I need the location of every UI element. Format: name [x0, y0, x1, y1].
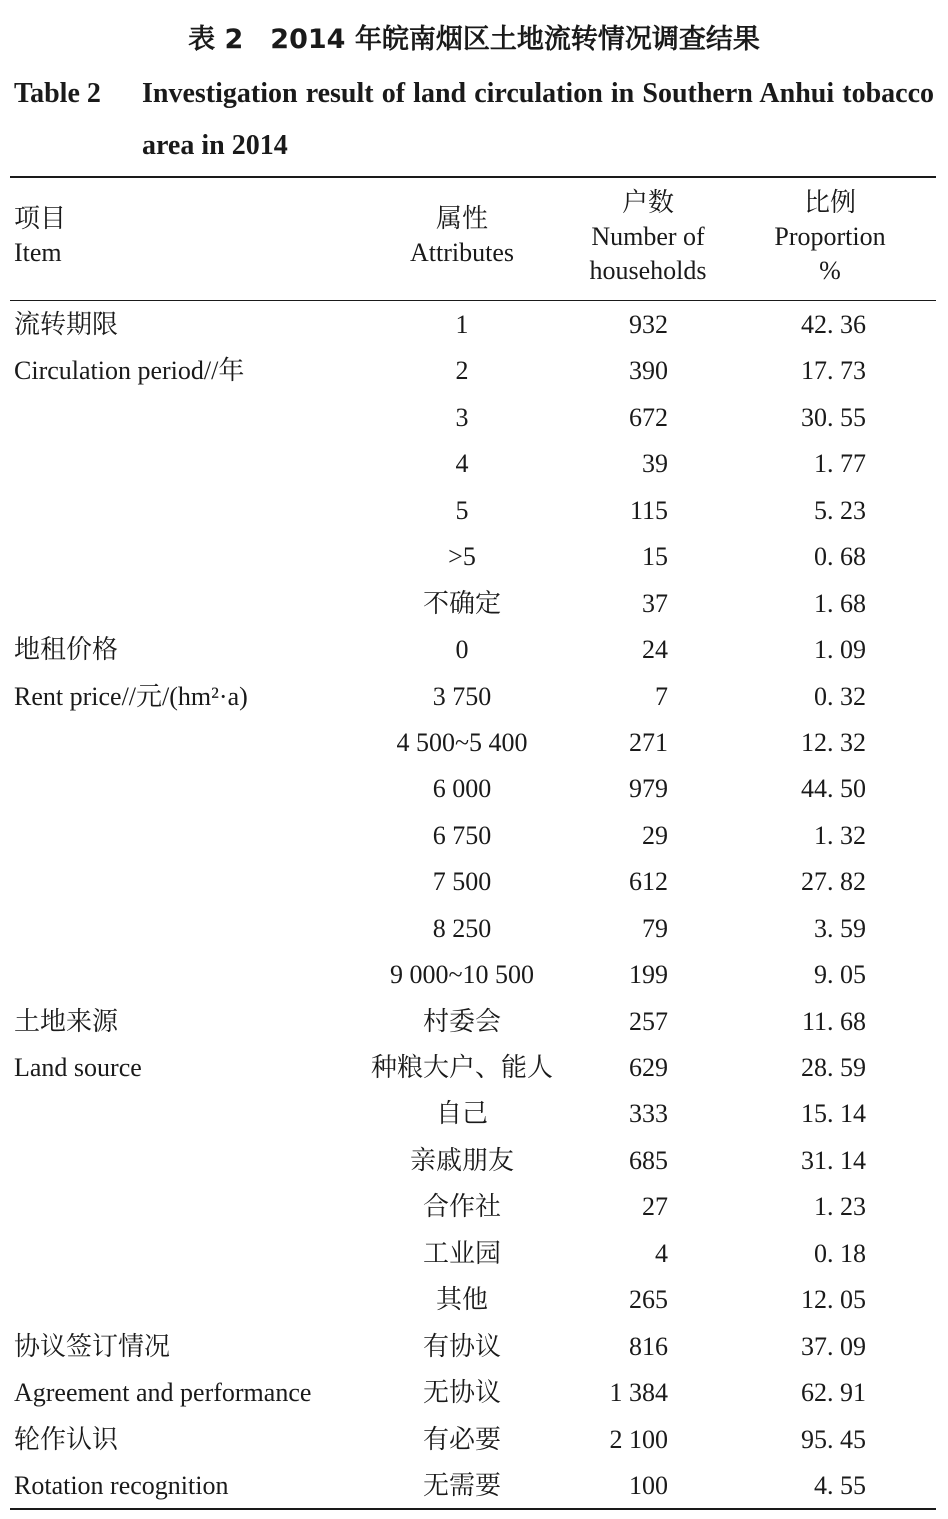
table-row	[10, 766, 936, 812]
table-row	[10, 999, 936, 1045]
cell-households: 39	[642, 449, 668, 479]
cell-proportion: 9. 05	[814, 960, 866, 990]
table-row	[10, 906, 936, 952]
cell-proportion: 28. 59	[801, 1053, 866, 1082]
header-proportion: 比例 Proportion %	[774, 188, 886, 285]
cell-proportion: 44. 50	[801, 774, 866, 804]
table-row	[10, 441, 936, 487]
cell-households: 37	[642, 588, 668, 618]
cell-attribute: 1	[455, 310, 469, 339]
cell-proportion: 62. 91	[801, 1378, 866, 1408]
table-header	[10, 186, 936, 294]
cell-households: 390	[629, 356, 668, 386]
cell-proportion: 1. 09	[814, 635, 866, 665]
cell-attribute: 不确定	[422, 588, 501, 618]
cell-proportion: 17. 73	[801, 356, 866, 386]
cell-item: Rotation recognition	[14, 1470, 229, 1500]
cell-attribute: 无需要	[422, 1470, 501, 1500]
cell-proportion: 12. 32	[801, 727, 866, 757]
cell-households: 333	[629, 1099, 668, 1129]
table-row	[10, 1277, 936, 1323]
cell-item: Land source	[14, 1053, 142, 1082]
cell-attribute: 种粮大户、能人	[370, 1053, 553, 1082]
table-row	[10, 1138, 936, 1184]
table-row	[10, 627, 936, 673]
cell-households: 1 384	[609, 1378, 668, 1408]
cell-households: 115	[629, 495, 668, 525]
header-rule	[10, 300, 936, 301]
cell-attribute: 3 750	[432, 681, 492, 711]
table-row	[10, 488, 936, 534]
cell-proportion: 1. 32	[814, 820, 866, 850]
table-row	[10, 1045, 936, 1091]
cell-proportion: 11. 68	[801, 1006, 866, 1036]
cell-proportion: 4. 55	[814, 1470, 866, 1500]
table-row	[10, 302, 936, 348]
cell-households: 27	[642, 1192, 668, 1222]
table-row	[10, 1184, 936, 1230]
cell-proportion: 95. 45	[801, 1424, 866, 1454]
cell-households: 629	[629, 1053, 668, 1082]
cell-households: 4	[655, 1238, 668, 1268]
cell-proportion: 30. 55	[801, 402, 866, 432]
table-caption: Investigation result of land circulation in Southern Anhui tobacco area in 2014	[142, 78, 934, 161]
cell-attribute: 工业园	[422, 1238, 501, 1268]
table-row	[10, 395, 936, 441]
cell-proportion: 37. 09	[801, 1331, 866, 1361]
header-households: 户数 Number of households	[589, 188, 707, 285]
cell-attribute: 4 500~5 400	[396, 727, 528, 757]
cell-attribute: 2	[455, 356, 469, 386]
cell-households: 79	[642, 913, 668, 943]
cell-households: 24	[642, 635, 668, 665]
cell-attribute: 6 750	[432, 820, 492, 850]
cell-households: 2 100	[609, 1424, 668, 1454]
cell-attribute: 4	[455, 449, 469, 479]
table-row	[10, 581, 936, 627]
header-item: 项目 Item	[14, 204, 67, 267]
bottom-rule	[10, 1508, 936, 1510]
table-title-chinese: 表 2 2014 年皖南烟区土地流转情况调查结果	[188, 24, 760, 55]
cell-households: 29	[642, 820, 668, 850]
cell-item: 地租价格	[14, 635, 119, 665]
table-row	[10, 1417, 936, 1463]
cell-proportion: 3. 59	[814, 913, 866, 943]
cell-attribute: 3	[455, 402, 469, 432]
cell-households: 979	[629, 774, 668, 804]
cell-proportion: 1. 23	[814, 1192, 866, 1222]
table-row	[10, 348, 936, 394]
cell-item: Agreement and performance	[14, 1378, 312, 1408]
cell-attribute: 亲戚朋友	[409, 1145, 514, 1175]
cell-attribute: 有协议	[422, 1331, 501, 1361]
cell-proportion: 1. 77	[814, 449, 866, 479]
table-body	[10, 302, 936, 1509]
cell-households: 199	[629, 960, 668, 990]
top-rule	[10, 176, 936, 178]
cell-item: 土地来源	[14, 1006, 119, 1036]
cell-item: Rent price//元/(hm²·a)	[14, 681, 248, 711]
cell-attribute: 其他	[435, 1285, 488, 1315]
cell-attribute: 0	[455, 635, 469, 665]
cell-attribute: 6 000	[432, 774, 492, 804]
table-row	[10, 1324, 936, 1370]
cell-proportion: 0. 18	[814, 1238, 866, 1268]
cell-households: 612	[629, 867, 668, 897]
cell-households: 265	[629, 1285, 668, 1315]
table-row	[10, 1091, 936, 1137]
cell-attribute: >5	[448, 542, 476, 572]
cell-proportion: 31. 14	[801, 1145, 866, 1175]
cell-attribute: 8 250	[432, 913, 492, 943]
cell-households: 257	[629, 1006, 668, 1036]
cell-households: 7	[655, 681, 668, 711]
table-row	[10, 720, 936, 766]
cell-item: 流转期限	[14, 310, 119, 339]
header-attributes: 属性 Attributes	[410, 204, 514, 267]
cell-households: 271	[629, 727, 668, 757]
cell-proportion: 42. 36	[801, 310, 866, 339]
cell-proportion: 1. 68	[814, 588, 866, 618]
table-row	[10, 1370, 936, 1416]
cell-proportion: 5. 23	[814, 495, 866, 525]
table-row	[10, 859, 936, 905]
cell-attribute: 7 500	[432, 867, 492, 897]
cell-attribute: 5	[455, 495, 469, 525]
cell-item: Circulation period//年	[14, 356, 245, 386]
cell-attribute: 无协议	[422, 1378, 501, 1408]
table-row	[10, 674, 936, 720]
table-row	[10, 952, 936, 998]
cell-proportion: 0. 68	[814, 542, 866, 572]
cell-households: 816	[629, 1331, 668, 1361]
cell-attribute: 合作社	[422, 1192, 501, 1222]
cell-households: 15	[642, 542, 668, 572]
cell-attribute: 村委会	[422, 1006, 501, 1036]
cell-households: 932	[629, 310, 668, 339]
table-row	[10, 813, 936, 859]
table-row	[10, 1463, 936, 1509]
cell-households: 100	[629, 1470, 668, 1500]
cell-attribute: 有必要	[422, 1424, 501, 1454]
cell-proportion: 12. 05	[801, 1285, 866, 1315]
cell-attribute: 自己	[435, 1099, 488, 1129]
cell-proportion: 0. 32	[814, 681, 866, 711]
cell-attribute: 9 000~10 500	[389, 960, 535, 990]
cell-proportion: 15. 14	[801, 1099, 866, 1129]
table-label: Table 2	[14, 78, 101, 109]
table-row	[10, 534, 936, 580]
cell-households: 685	[629, 1145, 668, 1175]
cell-item: 协议签订情况	[14, 1331, 171, 1361]
cell-proportion: 27. 82	[801, 867, 866, 897]
table-row	[10, 1231, 936, 1277]
cell-households: 672	[629, 402, 668, 432]
cell-item: 轮作认识	[14, 1424, 119, 1454]
